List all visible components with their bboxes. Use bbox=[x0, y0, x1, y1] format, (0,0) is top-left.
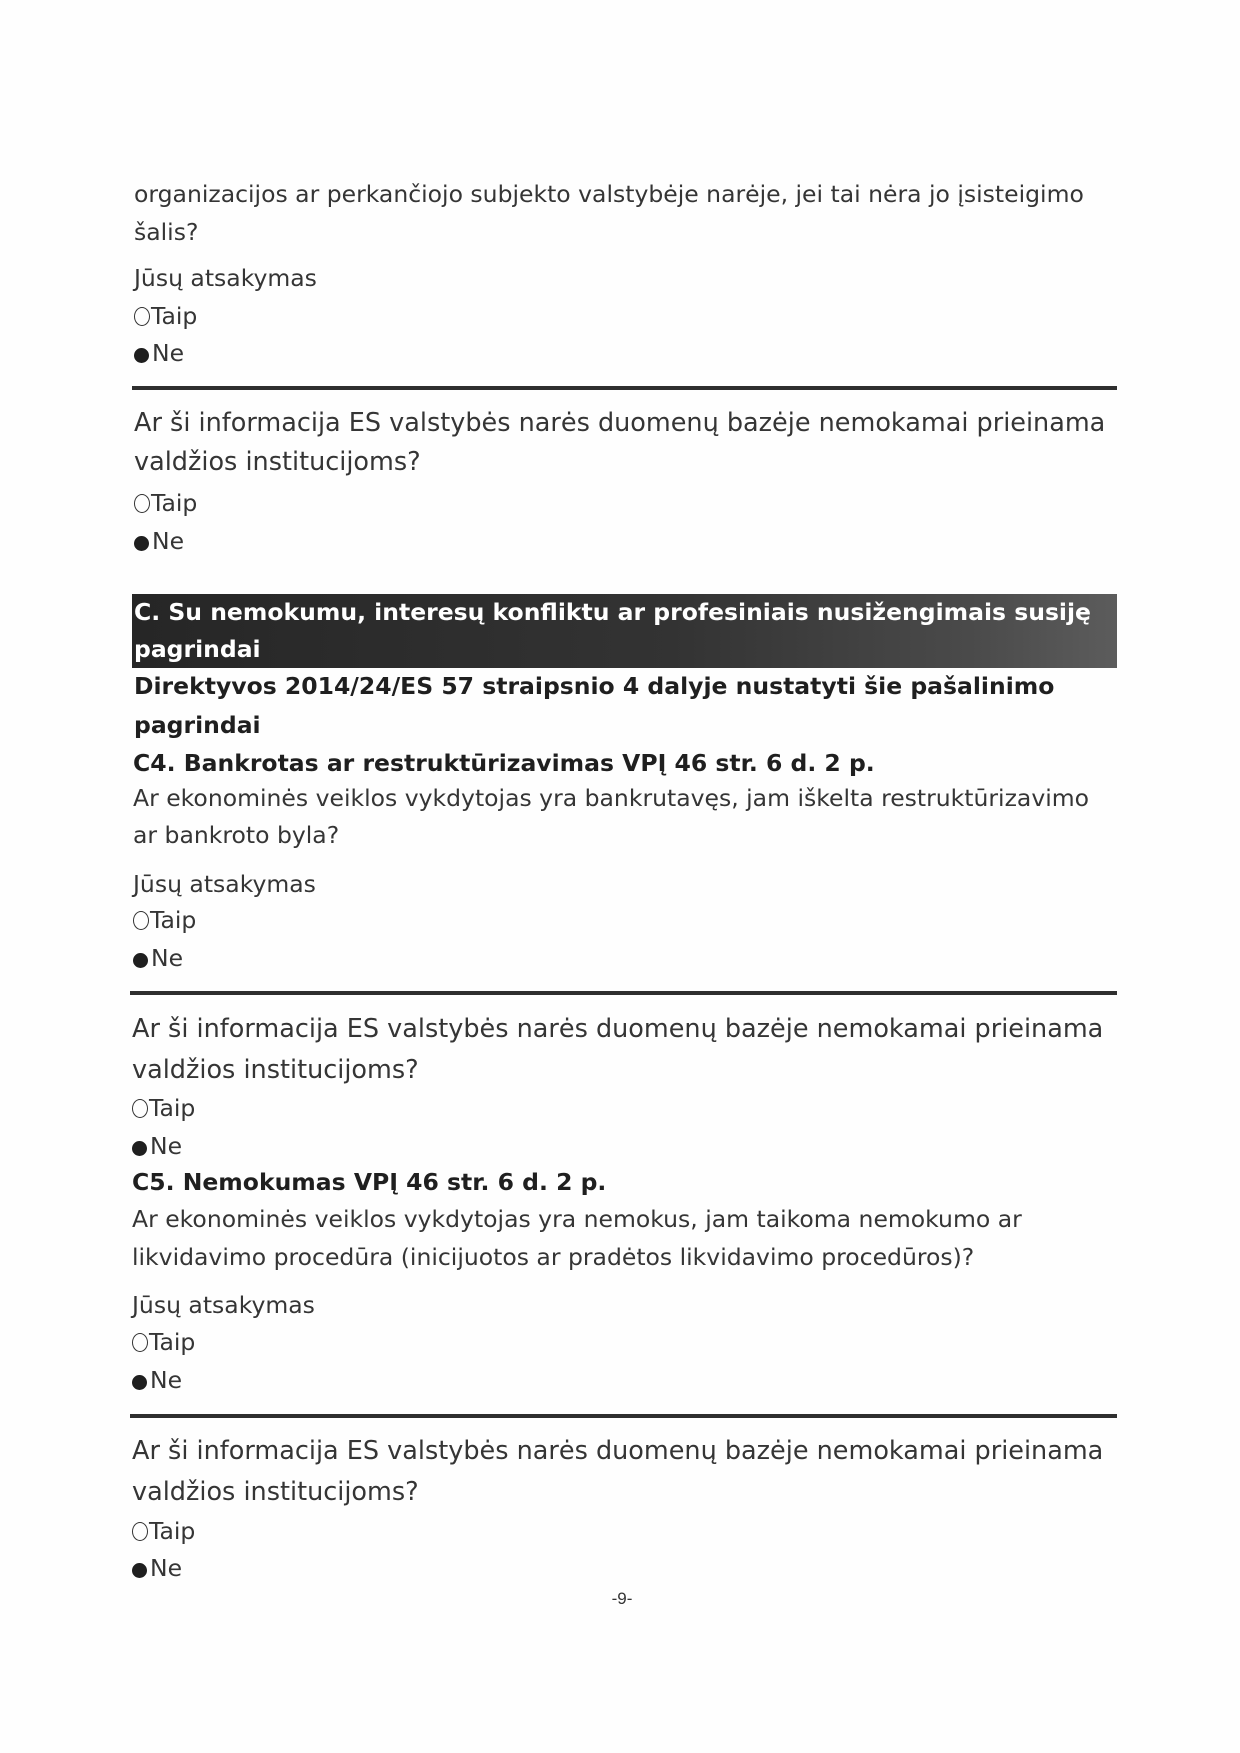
option-label: Taip bbox=[150, 906, 197, 934]
option-label: Taip bbox=[149, 1094, 196, 1122]
option-label: Taip bbox=[149, 1517, 196, 1545]
option-taip bbox=[132, 1094, 195, 1122]
radio-selected-icon bbox=[134, 348, 149, 363]
radio-selected-icon bbox=[132, 1141, 147, 1156]
section-divider bbox=[130, 991, 1117, 995]
question-text-line: šalis? bbox=[134, 218, 199, 246]
radio-selected-icon bbox=[133, 953, 148, 968]
option-label: Taip bbox=[151, 489, 198, 517]
radio-unselected-icon bbox=[132, 1522, 148, 1541]
radio-selected-icon bbox=[134, 536, 149, 551]
option-label: Ne bbox=[150, 1132, 183, 1160]
radio-unselected-icon bbox=[134, 307, 150, 326]
radio-unselected-icon bbox=[134, 494, 150, 513]
section-intro-line: pagrindai bbox=[134, 711, 261, 739]
option-label: Ne bbox=[150, 1366, 183, 1394]
db-question-line: valdžios institucijoms? bbox=[132, 1055, 419, 1085]
option-ne bbox=[132, 1554, 182, 1582]
answer-label: Jūsų atsakymas bbox=[132, 1291, 315, 1319]
db-question-line: Ar ši informacija ES valstybės narės duomenų bazėje nemokamai prieinama bbox=[134, 408, 1106, 438]
option-label: Taip bbox=[151, 302, 198, 330]
option-taip bbox=[134, 302, 197, 330]
radio-unselected-icon bbox=[132, 1333, 148, 1352]
option-ne bbox=[133, 944, 183, 972]
question-text-line: likvidavimo procedūra (inicijuotos ar pradėtos likvidavimo procedūros)? bbox=[132, 1243, 975, 1271]
answer-label: Jūsų atsakymas bbox=[134, 264, 317, 292]
c5-title: C5. Nemokumas VPĮ 46 str. 6 d. 2 p. bbox=[132, 1168, 607, 1196]
option-ne bbox=[134, 339, 184, 367]
db-question-line: Ar ši informacija ES valstybės narės duomenų bazėje nemokamai prieinama bbox=[132, 1436, 1104, 1466]
db-question-line: valdžios institucijoms? bbox=[132, 1477, 419, 1507]
section-intro-line: Direktyvos 2014/24/ES 57 straipsnio 4 dalyje nustatyti šie pašalinimo bbox=[134, 672, 1055, 700]
radio-unselected-icon bbox=[133, 911, 149, 930]
question-text-line: Ar ekonominės veiklos vykdytojas yra nemokus, jam taikoma nemokumo ar bbox=[132, 1205, 1022, 1233]
option-taip bbox=[134, 489, 197, 517]
question-text-line: ar bankroto byla? bbox=[133, 821, 340, 849]
db-question-line: valdžios institucijoms? bbox=[134, 447, 421, 477]
question-text-line: organizacijos ar perkančiojo subjekto valstybėje narėje, jei tai nėra jo įsisteigimo bbox=[134, 180, 1084, 208]
section-divider bbox=[132, 386, 1117, 390]
radio-unselected-icon bbox=[132, 1099, 148, 1118]
section-header-line: pagrindai bbox=[134, 635, 261, 663]
section-c-header bbox=[132, 594, 1117, 668]
db-question-line: Ar ši informacija ES valstybės narės duomenų bazėje nemokamai prieinama bbox=[132, 1014, 1104, 1044]
option-taip bbox=[132, 1328, 195, 1356]
option-label: Taip bbox=[149, 1328, 196, 1356]
option-taip bbox=[132, 1517, 195, 1545]
option-label: Ne bbox=[151, 944, 184, 972]
radio-selected-icon bbox=[132, 1375, 147, 1390]
option-ne bbox=[132, 1366, 182, 1394]
radio-selected-icon bbox=[132, 1563, 147, 1578]
option-label: Ne bbox=[152, 527, 185, 555]
answer-label: Jūsų atsakymas bbox=[133, 870, 316, 898]
option-ne bbox=[132, 1132, 182, 1160]
question-text-line: Ar ekonominės veiklos vykdytojas yra bankrutavęs, jam iškelta restruktūrizavimo bbox=[133, 784, 1090, 812]
page-number: -9- bbox=[611, 1589, 633, 1608]
option-taip bbox=[133, 906, 196, 934]
c4-title: C4. Bankrotas ar restruktūrizavimas VPĮ 46 str. 6 d. 2 p. bbox=[133, 749, 875, 777]
section-divider bbox=[130, 1414, 1117, 1418]
section-header-line: C. Su nemokumu, interesų konfliktu ar profesiniais nusižengimais susiję bbox=[134, 598, 1091, 626]
option-label: Ne bbox=[152, 339, 185, 367]
option-label: Ne bbox=[150, 1554, 183, 1582]
option-ne bbox=[134, 527, 184, 555]
